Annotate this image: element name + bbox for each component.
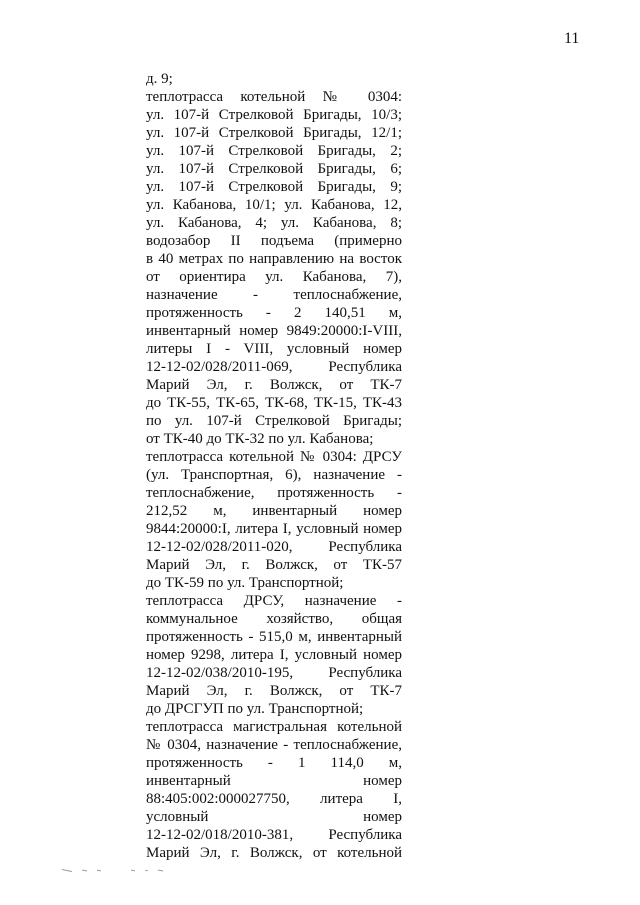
- document-line: теплотрасса котельной № 0304:: [146, 89, 402, 105]
- scan-mark: [145, 870, 148, 872]
- document-line: № 0304, назначение - теплоснабжение,: [146, 737, 402, 753]
- document-line: Марий Эл, г. Волжск, от ТК-7: [146, 683, 402, 699]
- document-line: номер 9298, литера I, условный номер: [146, 647, 402, 663]
- document-line: назначение - теплоснабжение,: [146, 287, 402, 303]
- document-line: 88:405:002:000027750, литера I,: [146, 791, 402, 807]
- document-line: ул. 107-й Стрелковой Бригады, 6;: [146, 161, 402, 177]
- document-line: коммунальное хозяйство, общая: [146, 611, 402, 627]
- document-line: Марий Эл, г. Волжск, от ТК-7: [146, 377, 402, 393]
- document-line: до ТК-55, ТК-65, ТК-68, ТК-15, ТК-43: [146, 395, 402, 411]
- document-line: ул. 107-й Стрелковой Бригады, 9;: [146, 179, 402, 195]
- document-line: 12-12-02/028/2011-069, Республика: [146, 359, 402, 375]
- document-line: теплоснабжение, протяженность -: [146, 485, 402, 501]
- document-line: ул. Кабанова, 10/1; ул. Кабанова, 12,: [146, 197, 402, 213]
- document-line: в 40 метрах по направлению на восток: [146, 251, 402, 267]
- document-line: литеры I - VIII, условный номер: [146, 341, 402, 357]
- document-line: ул. 107-й Стрелковой Бригады, 10/3;: [146, 107, 402, 123]
- document-line: ул. Кабанова, 4; ул. Кабанова, 8;: [146, 215, 402, 231]
- document-line: теплотрасса магистральная котельной: [146, 719, 402, 735]
- document-line: теплотрасса котельной № 0304: ДРСУ: [146, 449, 402, 465]
- document-line: протяженность - 1 114,0 м,: [146, 755, 402, 771]
- document-line: протяженность - 515,0 м, инвентарный: [146, 629, 402, 645]
- document-line: инвентарный номер: [146, 773, 402, 789]
- scan-mark: [158, 869, 163, 871]
- document-line: 12-12-02/018/2010-381, Республика: [146, 827, 402, 843]
- document-line: от ориентира ул. Кабанова, 7),: [146, 269, 402, 285]
- document-line: инвентарный номер 9849:20000:I-VIII,: [146, 323, 402, 339]
- document-line: 12-12-02/038/2010-195, Республика: [146, 665, 402, 681]
- page-number: 11: [564, 30, 580, 47]
- document-line: до ДРСГУП по ул. Транспортной;: [146, 701, 364, 717]
- document-line: теплотрасса ДРСУ, назначение -: [146, 593, 402, 609]
- document-line: 212,52 м, инвентарный номер: [146, 503, 402, 519]
- document-line: водозабор II подъема (примерно: [146, 233, 402, 249]
- scan-mark: [131, 870, 135, 872]
- document-line: 9844:20000:I, литера I, условный номер: [146, 521, 402, 537]
- scan-mark: [82, 869, 87, 871]
- document-line: 12-12-02/028/2011-020, Республика: [146, 539, 402, 555]
- document-line: по ул. 107-й Стрелковой Бригады;: [146, 413, 402, 429]
- scan-mark: [62, 869, 72, 872]
- document-line: условный номер: [146, 809, 402, 825]
- scan-artifact-marks: [62, 858, 169, 876]
- document-line: д. 9;: [146, 71, 173, 87]
- document-line: до ТК-59 по ул. Транспортной;: [146, 575, 344, 591]
- scan-mark: [97, 870, 101, 872]
- document-line: протяженность - 2 140,51 м,: [146, 305, 402, 321]
- document-line: Марий Эл, г. Волжск, от котельной: [146, 845, 402, 861]
- document-line: (ул. Транспортная, 6), назначение -: [146, 467, 402, 483]
- document-body: [146, 70, 402, 862]
- document-line: от ТК-40 до ТК-32 по ул. Кабанова;: [146, 431, 374, 447]
- document-line: ул. 107-й Стрелковой Бригады, 12/1;: [146, 125, 402, 141]
- document-line: ул. 107-й Стрелковой Бригады, 2;: [146, 143, 402, 159]
- document-line: Марий Эл, г. Волжск, от ТК-57: [146, 557, 402, 573]
